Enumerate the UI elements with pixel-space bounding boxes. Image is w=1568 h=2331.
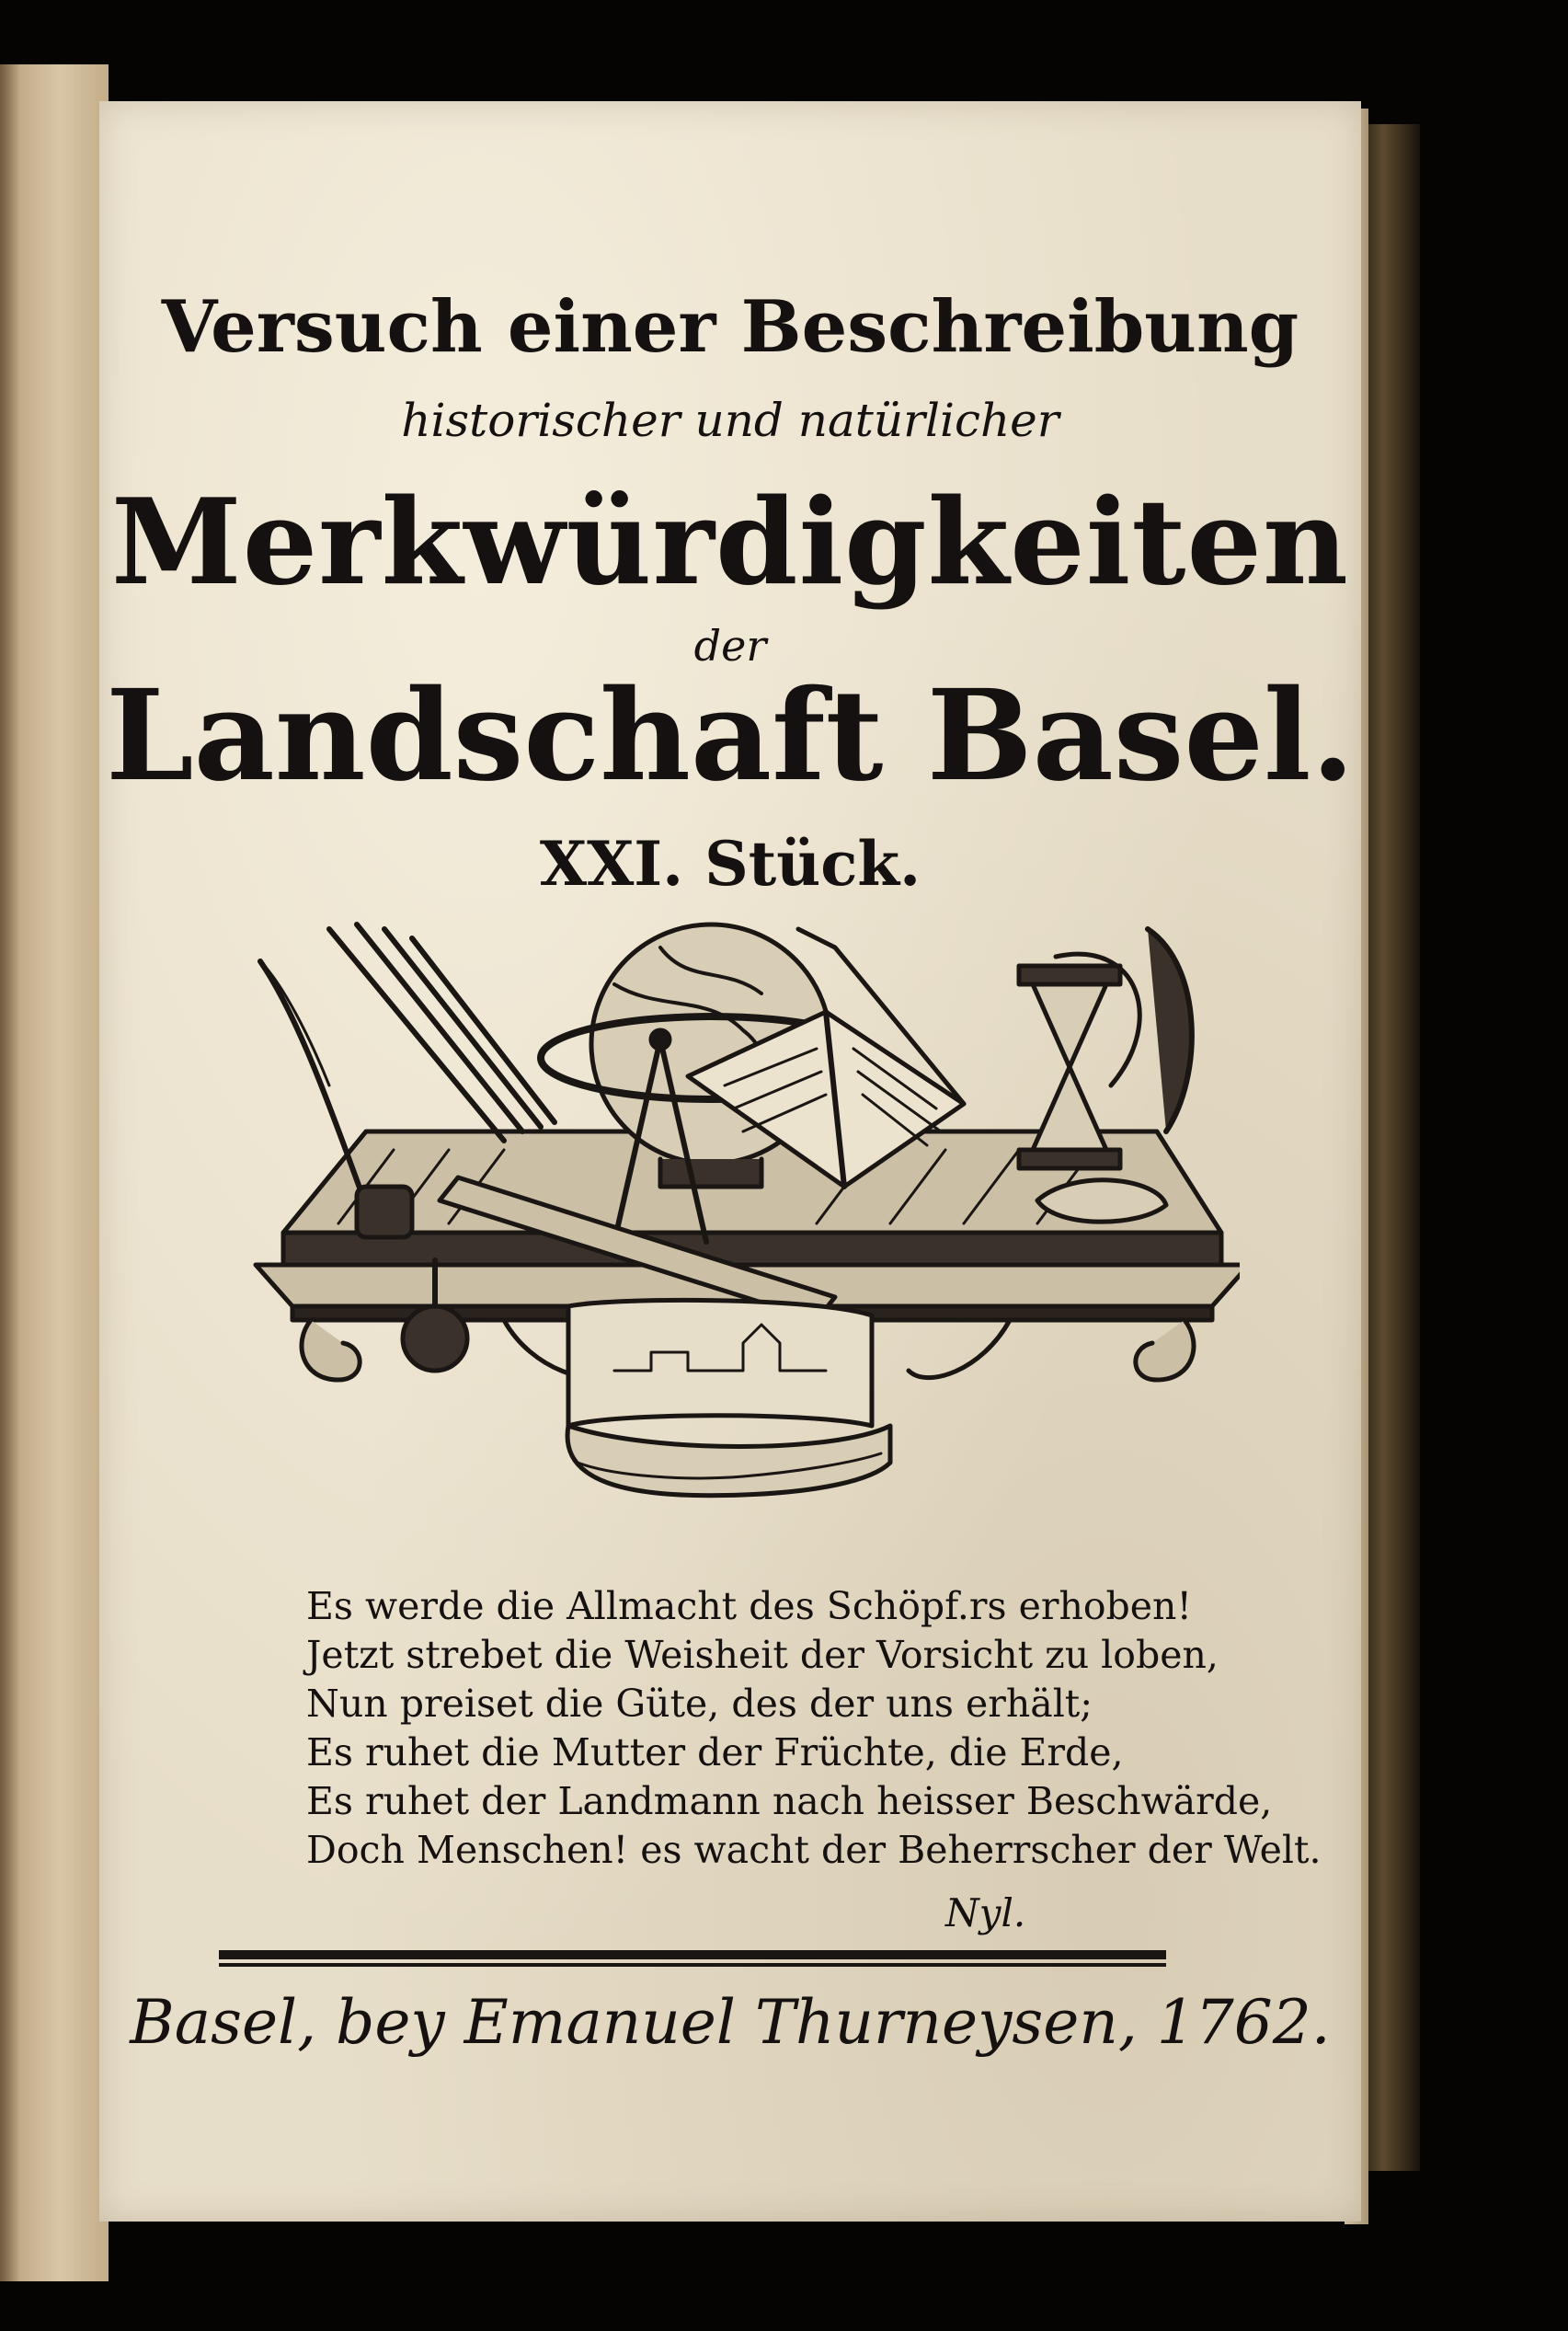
title-line-historischer: historischer und natürlicher [401, 394, 1059, 447]
book-cover-board [1363, 124, 1420, 2171]
divider-rule-thin [219, 1963, 1166, 1967]
left-page-shadow [0, 64, 20, 2281]
title-line-landschaft-basel: Landschaft Basel. [106, 662, 1355, 810]
divider-rule [219, 1950, 1166, 1959]
title-line-merkwuerdigkeiten: Merkwürdigkeiten [111, 474, 1349, 612]
poem-line: Jetzt strebet die Weisheit der Vorsicht zu loben, [306, 1633, 1219, 1677]
still-life-woodcut-icon [228, 911, 1240, 1582]
poem-line: Es werde die Allmacht des Schöpf.rs erhoben! [306, 1584, 1192, 1628]
imprint-line: Basel, bey Emanuel Thurneysen, 1762. [130, 1987, 1331, 2058]
poem-line: Es ruhet die Mutter der Früchte, die Erde, [306, 1730, 1124, 1774]
poem-line: Es ruhet der Landmann nach heisser Beschwärde, [306, 1779, 1273, 1823]
poem-author: Nyl. [945, 1890, 1026, 1935]
poem-verse [306, 1582, 1322, 1875]
title-line-der: der [693, 621, 767, 671]
poem-line: Nun preiset die Güte, des der uns erhält; [306, 1682, 1093, 1726]
issue-number: XXI. Stück. [539, 828, 921, 900]
title-line-versuch: Versuch einer Beschreibung [161, 285, 1299, 369]
title-page [99, 101, 1361, 2222]
poem-line: Doch Menschen! es wacht der Beherrscher der Welt. [306, 1828, 1322, 1872]
